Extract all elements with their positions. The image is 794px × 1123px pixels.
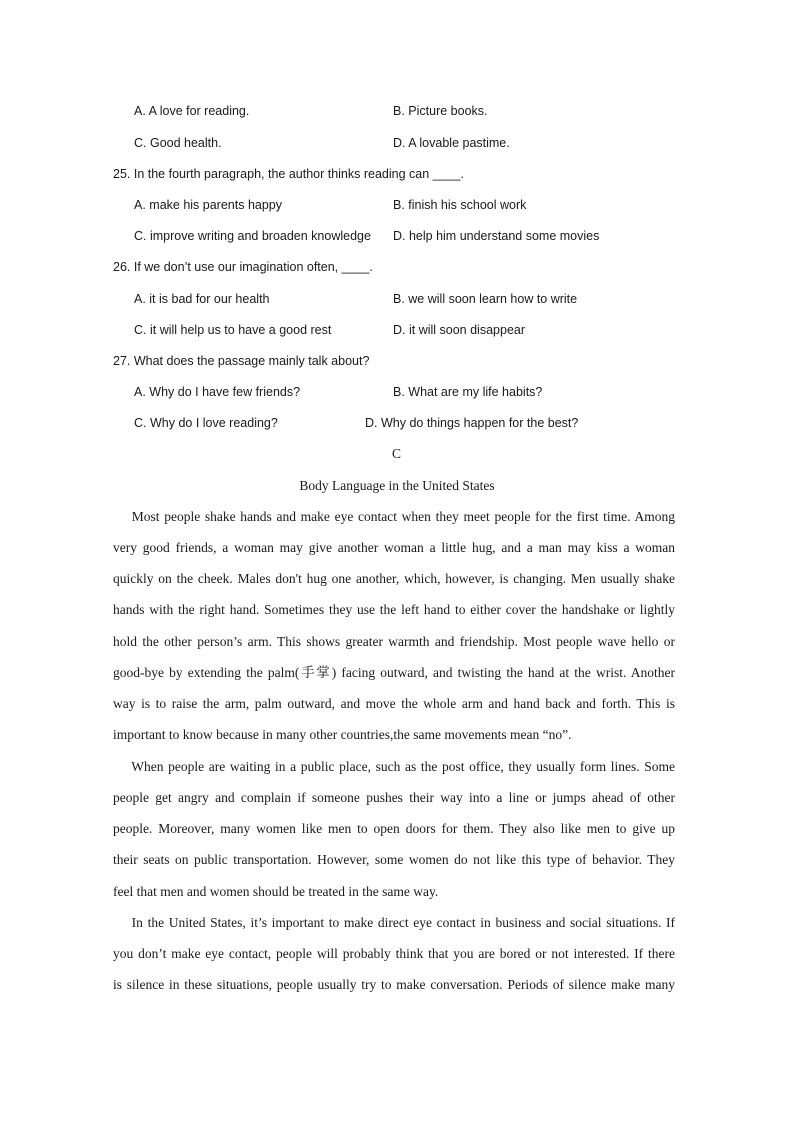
q26-stem: 26. If we don’t use our imagination often, ____. [113, 260, 373, 274]
passage-p1-line: Most people shake hands and make eye contact when they meet people for the first time. Among [113, 509, 675, 524]
passage-p1-line: good-bye by extending the palm(手掌) facing outward, and twisting the hand at the wrist. Another [113, 665, 675, 680]
passage-p2-line: feel that men and women should be treated in the same way. [113, 884, 439, 899]
passage-p1-line: way is to raise the arm, palm outward, and move the whole arm and hand back and forth. This is [113, 696, 675, 711]
passage-p1-line: important to know because in many other countries,the same movements mean “no”. [113, 727, 572, 742]
q25-option-a: A. make his parents happy [134, 198, 282, 212]
q27-option-d: D. Why do things happen for the best? [365, 416, 579, 430]
q24-option-d: D. A lovable pastime. [393, 136, 510, 150]
q24-option-c: C. Good health. [134, 136, 222, 150]
q26-option-a: A. it is bad for our health [134, 292, 270, 306]
passage-p3-line: In the United States, it’s important to make direct eye contact in business and social situations. If [113, 915, 675, 930]
passage-p3-line: you don’t make eye contact, people will probably think that you are bored or not interested. If there [113, 946, 675, 961]
q27-option-a: A. Why do I have few friends? [134, 385, 301, 399]
q27-option-c: C. Why do I love reading? [134, 416, 278, 430]
q24-option-b: B. Picture books. [393, 104, 488, 118]
passage-p1-line: quickly on the cheek. Males don't hug one another, which, however, is changing. Men usually shake [113, 571, 675, 586]
q25-option-d: D. help him understand some movies [393, 229, 600, 243]
passage-p2-line: people. Moreover, many women like men to open doors for them. They also like men to give up [113, 821, 675, 836]
q24-option-a: A. A love for reading. [134, 104, 250, 118]
passage-p2-line: their seats on public transportation. However, some women do not like this type of behavior. They [113, 852, 675, 867]
passage-title: Body Language in the United States [299, 478, 495, 493]
q27-stem: 27. What does the passage mainly talk about? [113, 354, 370, 368]
section-letter: C [392, 446, 402, 461]
passage-p2-line: When people are waiting in a public place, such as the post office, they usually form lines. Some [113, 759, 675, 774]
q26-option-d: D. it will soon disappear [393, 323, 526, 337]
passage-p1-line: hold the other person’s arm. This shows greater warmth and friendship. Most people wave hello or [113, 634, 675, 649]
q25-stem: 25. In the fourth paragraph, the author thinks reading can ____. [113, 167, 464, 181]
passage-p1-line: very good friends, a woman may give another woman a little hug, and a man may kiss a woman [113, 540, 675, 555]
q26-option-c: C. it will help us to have a good rest [134, 323, 332, 337]
passage-p2-line: people get angry and complain if someone pushes their way into a line or jumps ahead of other [113, 790, 675, 805]
q25-option-c: C. improve writing and broaden knowledge [134, 229, 371, 243]
q26-option-b: B. we will soon learn how to write [393, 292, 578, 306]
q27-option-b: B. What are my life habits? [393, 385, 543, 399]
passage-p3-line: is silence in these situations, people usually try to make conversation. Periods of silence make many [113, 977, 675, 992]
passage-p1-line: hands with the right hand. Sometimes they use the left hand to either cover the handshake or lightly [113, 602, 675, 617]
q25-option-b: B. finish his school work [393, 198, 527, 212]
